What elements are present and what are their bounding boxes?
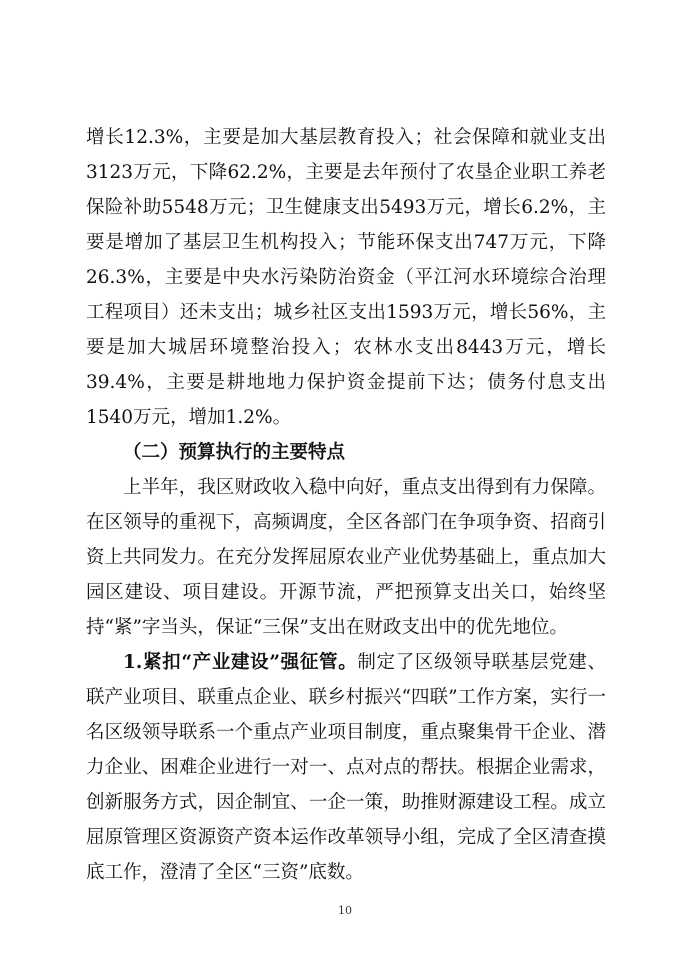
section-paragraph: 上半年，我区财政收入稳中向好，重点支出得到有力保障。在区领导的重视下，高频调度，全区各部门在争项争资、招商引资上共同发力。在充分发挥屈原农业产业优势基础上，重点加大园区建设、项目建设。开源节流，严把预算支出关口，始终坚持“紧”字当头，保证“三保”支出在财政支出中的优先地位。 (86, 477, 606, 638)
document-body (86, 120, 606, 890)
item-1-paragraph (86, 645, 606, 890)
page-number: 10 (338, 904, 352, 917)
section-heading: （二）预算执行的主要特点 (123, 442, 346, 463)
expenditure-paragraph: 增长12.3%，主要是加大基层教育投入；社会保障和就业支出3123万元，下降62.2%，主要是去年预付了农垦企业职工养老保险补助5548万元；卫生健康支出5493万元，增长6.2%，主要是增加了基层卫生机构投入；节能环保支出747万元，下降26.3%，主要是中央水污染防治资金（平江河水环境综合治理工程项目）还未支出；城乡社区支出1593万元，增长56%，主要是加大城居环境整治投入；农林水支出8443万元，增长39.4%，主要是耕地地力保护资金提前下达；债务付息支出1540万元，增加1.2%。 (86, 127, 606, 428)
item-1-lead: 1.紧扣“产业建设”强征管。 (123, 652, 358, 673)
item-1-text: 制定了区级领导联基层党建、联产业项目、联重点企业、联乡村振兴“四联”工作方案，实行一名区级领导联系一个重点产业项目制度，重点聚集骨干企业、潜力企业、困难企业进行一对一、点对点的帮扶。根据企业需求，创新服务方式，因企制宜、一企一策，助推财源建设工程。成立屈原管理区资源资产资本运作改革领导小组，完成了全区清查摸底工作，澄清了全区“三资”底数。 (86, 652, 606, 883)
